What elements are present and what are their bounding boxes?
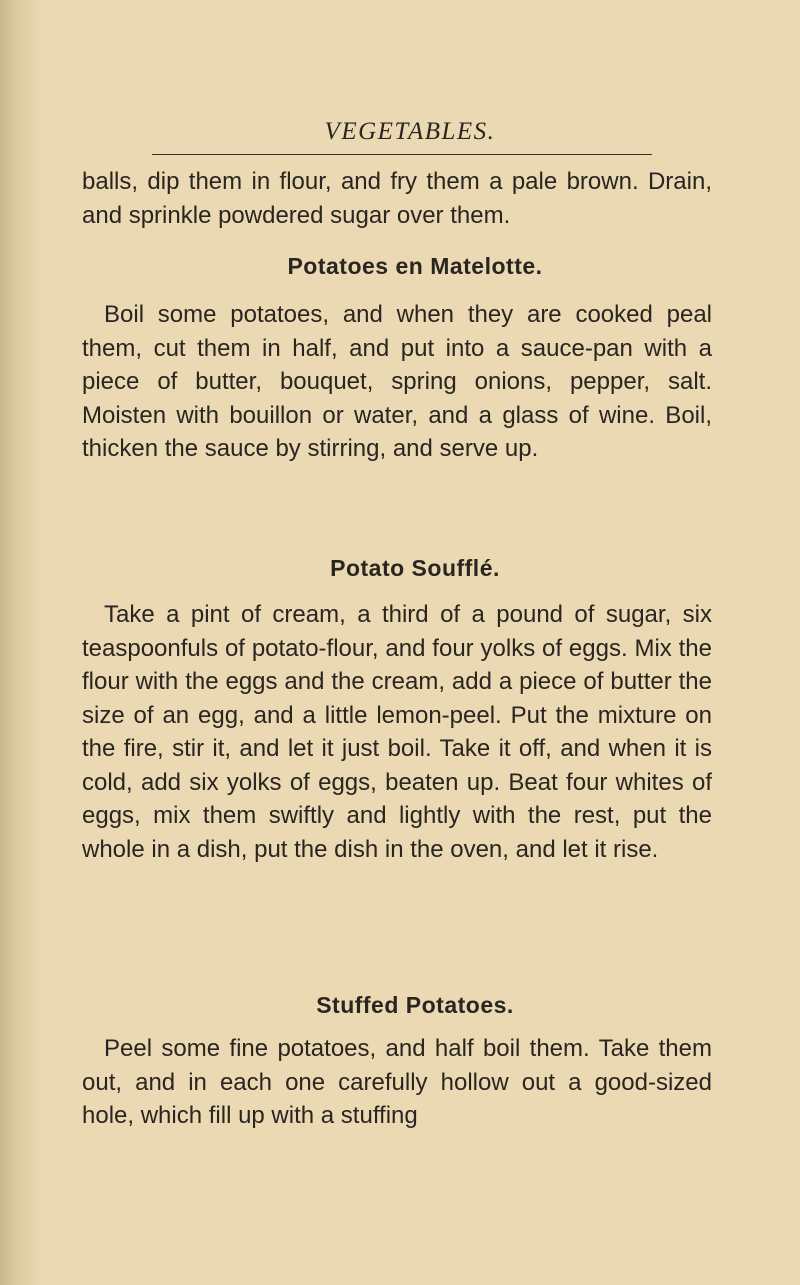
paragraph-stuffed: Peel some fine potatoes, and half boil them. Take them out, and in each one carefully hollow out a good-sized hole, which fill up with a stuffing (82, 1035, 712, 1129)
paragraph-matelotte: Boil some potatoes, and when they are cooked peal them, cut them in half, and put into a sauce-pan with a piece of butter, bouquet, spring onions, pepper, salt. Moisten with bouillon or water, and a glass of wine. Boil, thicken the sauce by stirring, and serve up. (82, 301, 712, 462)
page-edge-shadow (0, 0, 40, 1285)
header-rule (152, 154, 652, 155)
heading-stuffed-potatoes: Stuffed Potatoes. (316, 992, 514, 1018)
running-head: VEGETABLES. (324, 118, 496, 145)
heading-potato-souffle: Potato Soufflé. (330, 555, 500, 581)
heading-potatoes-en-matelotte: Potatoes en Matelotte. (287, 253, 543, 279)
paragraph-souffle: Take a pint of cream, a third of a pound of sugar, six teaspoonfuls of potato-flour, and four yolks of eggs. Mix the flour with the eggs and the cream, add a piece of butter the size of an egg, and a little lemon-peel. Put the mixture on the fire, stir it, and let it just boil. Take it off, and when it is cold, add six yolks of eggs, beaten up. Beat four whites of eggs, mix them swiftly and lightly with the rest, put the whole in a dish, put the dish in the oven, and let it rise. (82, 601, 712, 863)
paragraph-intro: balls, dip them in flour, and fry them a pale brown. Drain, and sprinkle powdered sugar over them. (82, 168, 712, 229)
